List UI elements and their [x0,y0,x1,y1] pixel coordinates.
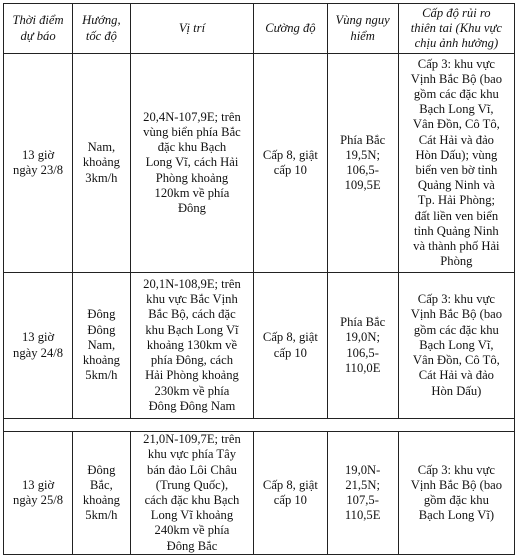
table-row [4,273,515,419]
cell-intensity [254,432,327,555]
cell-direction [73,432,131,555]
cell-direction [73,54,131,273]
cell-risk [398,273,514,419]
cell-zone [327,432,398,555]
table-row [4,54,515,273]
cell-intensity [254,54,327,273]
table-gap [4,419,515,432]
header-position [130,4,254,54]
cell-position-text: 20,4N-107,9E; trên vùng biển phía Bắc đặc khu Bạch Long Vĩ, cách Hải Phòng khoảng 120km về phía Đông [143,109,241,215]
cell-zone-text: Phía Bắc 19,0N; 106,5- 110,0E [340,315,386,375]
cell-position-text: 20,1N-108,9E; trên khu vực Bắc Vịnh Bắc Bộ, cách đặc khu Bạch Long Vĩ khoảng 130km về phía Đông, cách Hải Phòng khoảng 230km về phía Đông Đông Nam [143,277,241,413]
cell-zone [327,273,398,419]
cell-time-text: 13 giờ ngày 23/8 [13,147,64,177]
header-position-text: Vị trí [178,20,206,35]
header-danger-zone [327,4,398,54]
cell-direction [73,273,131,419]
cell-intensity [254,273,327,419]
header-forecast-time [4,4,73,54]
header-intensity [254,4,327,54]
cell-intensity-text: Cấp 8, giật cấp 10 [262,147,318,177]
header-direction-speed-text: Hướng, tốc độ [82,13,121,43]
cell-time-text: 13 giờ ngày 25/8 [13,477,64,507]
cell-zone-text: 19,0N- 21,5N; 107,5- 110,5E [344,462,381,523]
cell-direction-text: Nam, khoảng 3km/h [82,140,120,185]
cell-zone [327,54,398,273]
header-risk-level [398,4,514,54]
header-danger-zone-text: Vùng nguy hiểm [335,13,390,43]
header-direction-speed [73,4,131,54]
cell-direction-text: Đông Đông Nam, khoảng 5km/h [82,307,120,383]
cell-time [4,273,73,419]
cell-zone-text: Phía Bắc 19,5N; 106,5- 109,5E [340,132,386,193]
cell-risk [398,432,514,555]
cell-risk-text: Cấp 3: khu vực Vịnh Bắc Bộ (bao gồm các đặc khu Bạch Long Vĩ, Vân Đồn, Cô Tô, Cát Hải và đảo Hòn Dấu); vùng biển ven bờ tỉnh Quảng Ninh và Tp. Hải Phòng; đất liền ven biển tỉnh Quảng Ninh và thành phố Hải Phòng [410,56,503,269]
table-row [4,432,515,555]
cell-direction-text: Đông Bắc, khoảng 5km/h [82,462,120,523]
header-row [4,4,515,54]
cell-intensity-text: Cấp 8, giật cấp 10 [262,477,318,507]
cell-time [4,54,73,273]
header-forecast-time-text: Thời điểm dự báo [12,13,64,43]
cell-intensity-text: Cấp 8, giật cấp 10 [262,330,318,360]
cell-time [4,432,73,555]
cell-time-text: 13 giờ ngày 24/8 [13,330,64,360]
cell-risk [398,54,514,273]
storm-forecast-table [3,3,515,555]
header-intensity-text: Cường độ [265,20,316,35]
cell-position [130,273,254,419]
cell-position [130,432,254,555]
cell-position [130,54,254,273]
cell-risk-text: Cấp 3: khu vực Vịnh Bắc Bộ (bao gồm các đặc khu Bạch Long Vĩ, Vân Đồn, Cô Tô, Cát Hải và đảo Hòn Dấu) [410,292,503,398]
header-risk-level-text: Cấp độ rủi ro thiên tai (Khu vực chịu ảnh hưởng) [410,5,502,51]
cell-risk-text: Cấp 3: khu vực Vịnh Bắc Bộ (bao gồm đặc khu Bạch Long Vĩ) [410,462,503,523]
gap-cell [4,419,515,432]
cell-position-text: 21,0N-109,7E; trên khu vực phía Tây bán đảo Lôi Châu (Trung Quốc), cách đặc khu Bạch Long Vĩ khoảng 240km về phía Đông Bắc [143,432,241,553]
